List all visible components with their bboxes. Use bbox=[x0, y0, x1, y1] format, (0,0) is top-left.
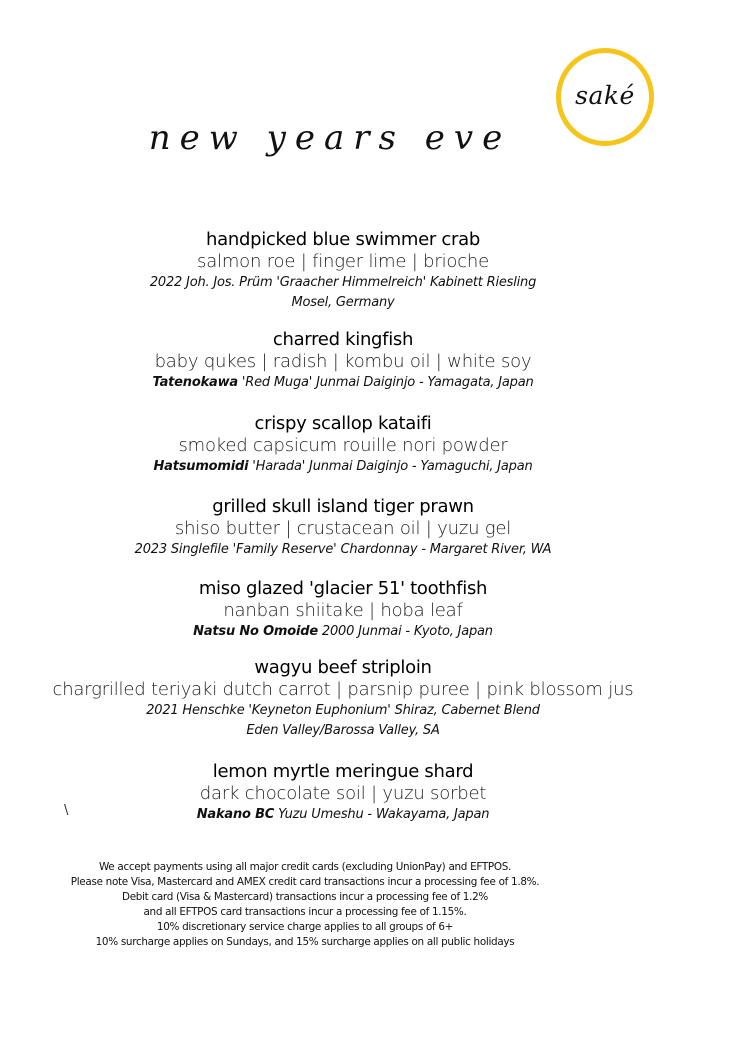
payment-footer bbox=[0, 860, 610, 950]
wine-pairing bbox=[0, 373, 686, 393]
wine-pairing bbox=[0, 273, 686, 293]
pairing-bold: Nakano BC bbox=[196, 807, 275, 822]
course-description: shiso butter | crustacean oil | yuzu gel bbox=[174, 518, 512, 539]
course-name: charred kingfish bbox=[272, 329, 414, 350]
wine-pairing bbox=[0, 540, 686, 560]
pairing-text: Yuzu Umeshu - Wakayama, Japan bbox=[274, 807, 490, 822]
wine-pairing bbox=[0, 701, 686, 721]
pairing-text: 2000 Junmai - Kyoto, Japan bbox=[317, 624, 493, 639]
pairing-bold: Natsu No Omoide bbox=[193, 624, 318, 639]
footer-line: 10% discretionary service charge applies to all groups of 6+ bbox=[156, 921, 454, 933]
pairing-text: 2022 Joh. Jos. Prüm 'Graacher Himmelreich' Kabinett Riesling bbox=[149, 275, 537, 290]
course-name: handpicked blue swimmer crab bbox=[206, 229, 480, 250]
course-item bbox=[0, 657, 686, 741]
course-item bbox=[0, 413, 686, 477]
course-item bbox=[0, 761, 686, 825]
pairing-text: 'Red Muga' Junmai Daiginjo - Yamagata, Japan bbox=[237, 375, 534, 390]
pairing-text: Mosel, Germany bbox=[291, 295, 395, 310]
course-name: grilled skull island tiger prawn bbox=[212, 496, 474, 517]
stray-mark: \ bbox=[64, 803, 69, 818]
wine-pairing bbox=[0, 293, 686, 313]
course-item bbox=[0, 329, 686, 393]
course-item bbox=[0, 578, 686, 642]
course-description: salmon roe | finger lime | brioche bbox=[197, 251, 489, 272]
pairing-bold: Hatsumomidi bbox=[153, 459, 249, 474]
footer-line: Please note Visa, Mastercard and AMEX credit card transactions incur a processing fee of 1.8%. bbox=[70, 876, 540, 888]
pairing-text: 2021 Henschke 'Keyneton Euphonium' Shiraz, Cabernet Blend bbox=[146, 703, 540, 718]
logo-text: saké bbox=[575, 80, 635, 110]
course-name: lemon myrtle meringue shard bbox=[212, 761, 474, 782]
course-name: crispy scallop kataifi bbox=[254, 413, 432, 434]
course-description: smoked capsicum rouille nori powder bbox=[178, 435, 508, 456]
footer-line: We accept payments using all major credit cards (excluding UnionPay) and EFTPOS. bbox=[98, 861, 512, 873]
course-description: nanban shiitake | hoba leaf bbox=[223, 600, 463, 621]
course-description: chargrilled teriyaki dutch carrot | parsnip puree | pink blossom jus bbox=[52, 679, 634, 700]
footer-line: and all EFTPOS card transactions incur a processing fee of 1.15%. bbox=[143, 906, 467, 918]
pairing-bold: Tatenokawa bbox=[152, 375, 238, 390]
pairing-text: 'Harada' Junmai Daiginjo - Yamaguchi, Japan bbox=[248, 459, 533, 474]
wine-pairing bbox=[0, 622, 686, 642]
course-description: dark chocolate soil | yuzu sorbet bbox=[199, 783, 487, 804]
course-name: miso glazed 'glacier 51' toothfish bbox=[198, 578, 488, 599]
course-item bbox=[0, 229, 686, 313]
course-name: wagyu beef striploin bbox=[254, 657, 432, 678]
footer-line: Debit card (Visa & Mastercard) transactions incur a processing fee of 1.2% bbox=[122, 891, 488, 903]
footer-line: 10% surcharge applies on Sundays, and 15% surcharge applies on all public holidays bbox=[95, 936, 515, 948]
pairing-text: Eden Valley/Barossa Valley, SA bbox=[246, 723, 440, 738]
course-description: baby qukes | radish | kombu oil | white soy bbox=[154, 351, 532, 372]
pairing-text: 2023 Singlefile 'Family Reserve' Chardonnay - Margaret River, WA bbox=[134, 542, 552, 557]
menu-title: new years eve bbox=[148, 118, 512, 158]
wine-pairing bbox=[0, 721, 686, 741]
course-item bbox=[0, 496, 686, 560]
wine-pairing bbox=[0, 805, 686, 825]
wine-pairing bbox=[0, 457, 686, 477]
